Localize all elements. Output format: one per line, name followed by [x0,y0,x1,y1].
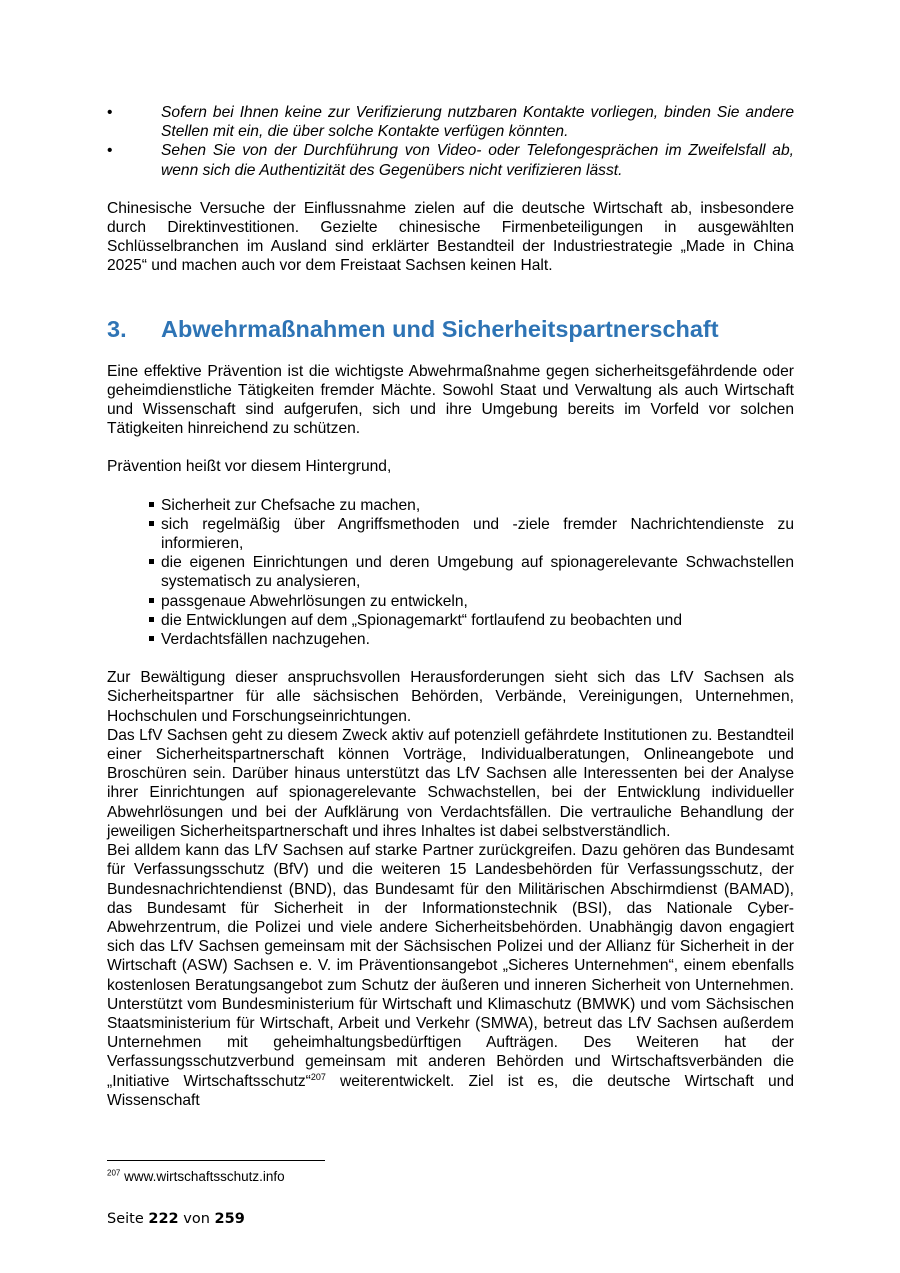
square-bullet-icon [149,598,154,603]
square-bullet-icon [149,559,154,564]
list-item: die eigenen Einrichtungen und deren Umgebung auf spionagerelevante Schwachstellen systematisch zu analysieren, [147,553,794,591]
paragraph-praevention: Eine effektive Prävention ist die wichtigste Abwehrmaßnahme gegen sicherheitsgefährdende oder geheimdienstliche Tätigkeiten fremder Mächte. Sowohl Staat und Verwaltung als auch Wirtschaft und Wissenschaft sind aufgerufen, sich und ihre Umgebung bereits im Vorfeld vor solchen Tätigkeiten hinreichend zu schützen. [107,362,794,438]
page-number: Seite 222 von 259 [107,1211,245,1227]
paragraph-bewaeltigung: Zur Bewältigung dieser anspruchsvollen Herausforderungen sieht sich das LfV Sachsen als Sicherheitspartner für alle sächsischen Behörden, Verbände, Vereinigungen, Unternehmen, Hochschulen und Forschungseinrichtungen. [107,669,794,725]
bullet-item [107,141,794,179]
paragraph-china: Chinesische Versuche der Einflussnahme zielen auf die deutsche Wirtschaft ab, insbesondere durch Direktinvestitionen. Gezielte chinesische Firmenbeteiligungen in ausgewählten Schlüsselbranchen im Ausland sind erklärter Bestandteil der Industriestrategie „Made in China 2025“ und machen auch vor dem Freistaat Sachsen keinen Halt. [107,199,794,275]
section-number: 3. [107,315,127,342]
list-item: die Entwicklungen auf dem „Spionagemarkt“ fortlaufend zu beobachten und [147,611,794,630]
footnote-reference: 207 [310,1071,326,1082]
square-bullet-icon [149,502,154,507]
list-item: passgenaue Abwehrlösungen zu entwickeln, [147,592,794,611]
bullet-text: Sofern bei Ihnen keine zur Verifizierung nutzbaren Kontakte vorliegen, binden Sie andere Stellen mit ein, die über solche Kontakte verfügen könnten. [161,104,794,141]
footnote-number: 207 [107,1168,121,1178]
list-item: Sicherheit zur Chefsache zu machen, [147,496,794,515]
section-heading [107,314,794,344]
paragraph-partner: Bei alldem kann das LfV Sachsen auf starke Partner zurückgreifen. Dazu gehören das Bundesamt für Verfassungsschutz (BfV) und die weiteren 15 Landesbehörden für Verfassungsschutz, der Bundesnachrichtendienst (BND), das Bundesamt für den Militärischen Abschirmdienst (BAMAD), das Bundesamt für Sicherheit in der Informationstechnik (BSI), das Nationale Cyber-Abwehrzentrum, die Polizei und viele andere Sicherheitsbehörden. Unabhängig davon engagiert sich das LfV Sachsen gemeinsam mit der Sächsischen Polizei und der Allianz für Sicherheit in der Wirtschaft (ASW) Sachsen e. V. im Präventionsangebot „Sicheres Unternehmen“, einem ebenfalls kostenlosen Beratungsangebot zum Schutz der äußeren und inneren Sicherheit von Unternehmen. Unterstützt vom Bundesministerium für Wirtschaft und Klimaschutz (BMWK) und vom Sächsischen Staatsministerium für Wirtschaft, Arbeit und Verkehr (SMWA), betreut das LfV Sachsen außerdem Unternehmen mit geheimhaltungsbedürftigen Aufträgen. Des Weiteren hat der Verfassungsschutzverbund gemeinsam mit anderen Behörden und Wirtschaftsverbänden die „Initiative Wirtschaftsschutz“$^{207}$ weiterentwickelt. Ziel ist es, die deutsche Wirtschaft und Wissenschaft [107,842,794,1109]
square-bullet-icon [149,521,154,526]
total-pages: 259 [214,1211,245,1227]
list-item: Verdachtsfällen nachzugehen. [147,630,794,649]
page-body [107,103,794,1110]
bullet-symbol: • [107,142,113,160]
paragraph-list-intro: Prävention heißt vor diesem Hintergrund, [107,458,392,476]
bullet-item [107,103,794,141]
paragraph-lfv: Das LfV Sachsen geht zu diesem Zweck aktiv auf potenziell gefährdete Institutionen zu. Bestandteil einer Sicherheitspartnerschaft können Vorträge, Individualberatungen, Onlineangebote und Broschüren sein. Darüber hinaus unterstützt das LfV Sachsen alle Interessenten bei der Analyse ihrer Einrichtungen auf spionagerelevante Schwachstellen, bei der Entwicklung individueller Abwehrlösungen und bei der Aufklärung von Verdachtsfällen. Die vertrauliche Behandlung der jeweiligen Sicherheitspartnerschaft und ihres Inhaltes ist dabei selbstverständlich. [107,726,794,840]
current-page: 222 [148,1211,179,1227]
footnote-separator [107,1160,325,1161]
bullet-symbol: • [107,104,113,121]
section-title: Abwehrmaßnahmen und Sicherheitspartnerschaft [161,315,719,342]
square-bullet-icon [149,636,154,641]
bullet-text: Sehen Sie von der Durchführung von Video- oder Telefongesprächen im Zweifelsfall ab, wenn sich die Authentizität des Gegenübers nicht verifizieren lässt. [161,142,794,179]
list-item: sich regelmäßig über Angriffsmethoden und -ziele fremder Nachrichtendienste zu informieren, [147,515,794,553]
prevention-list [107,496,794,650]
square-bullet-icon [149,617,154,622]
footnote-text: www.wirtschaftsschutz.info [120,1169,285,1184]
footnote [107,1168,285,1186]
